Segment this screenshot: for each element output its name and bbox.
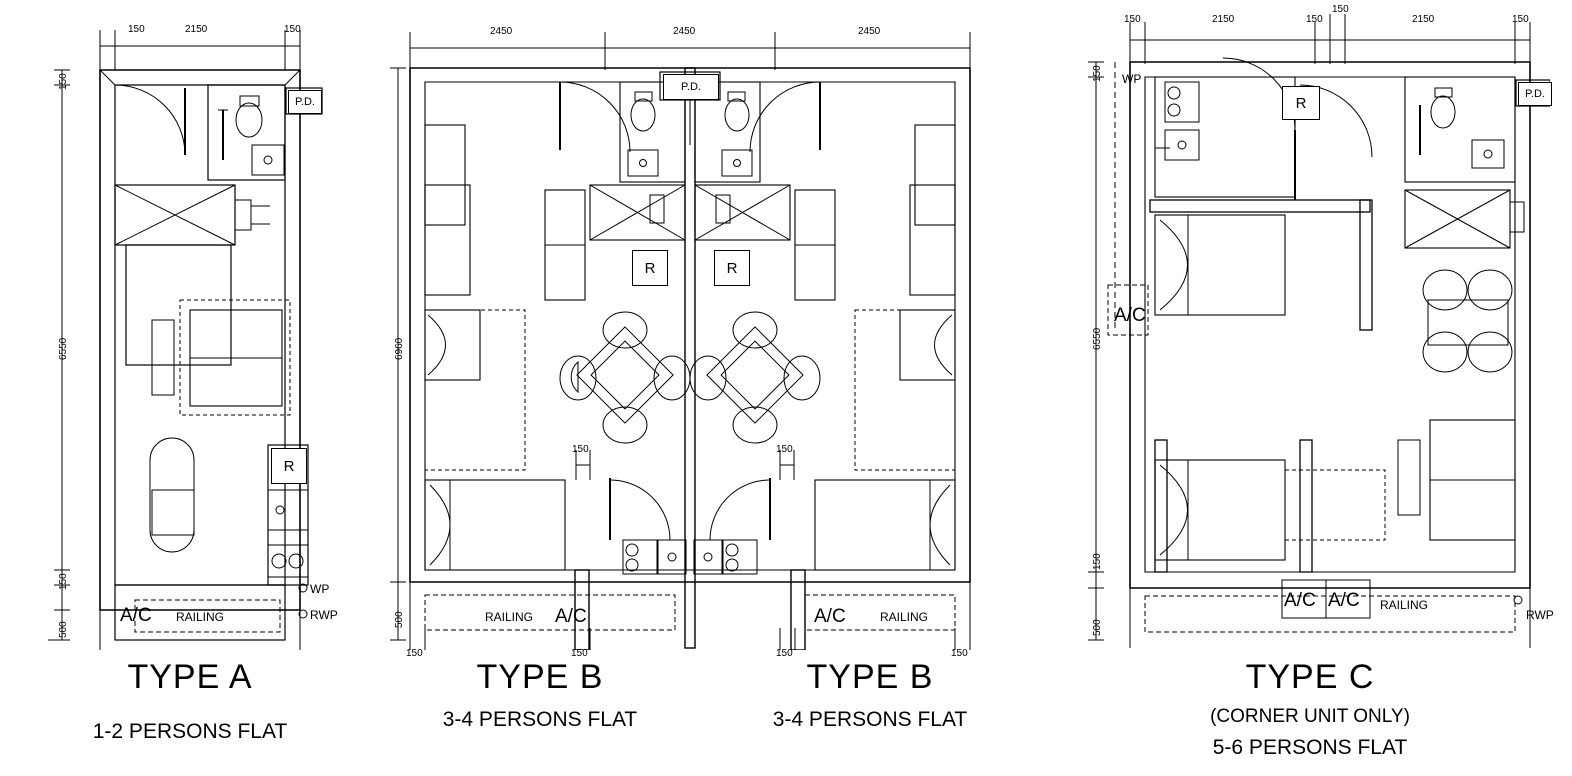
dim-a-top-3: 150 [284,24,301,35]
dim-c-top-3: 150 [1306,14,1323,25]
dim-c-left-1: 150 [1092,65,1103,82]
dim-b-bottom-4: 150 [951,648,968,659]
dim-b-top-2: 2450 [673,26,696,37]
subtitle-type-b-right: 3-4 PERSONS FLAT [772,708,968,731]
wp-label-c: WP [1122,72,1142,86]
type-b-drawing [380,10,1000,650]
ac-label-c-left: A/C [1114,305,1146,326]
dim-b-bottom-3: 150 [776,648,793,659]
title-type-a: TYPE A [127,658,253,696]
title-type-b-right: TYPE B [806,658,934,696]
dim-b-inner-2: 150 [776,444,793,455]
dim-b-top-1: 2450 [490,26,513,37]
dim-a-top-2: 2150 [185,24,208,35]
plan-type-a [40,10,340,650]
title-type-b-left: TYPE B [476,658,604,696]
ac-label-a: A/C [120,605,152,626]
fridge-label-b-right: R [714,250,750,286]
subtitle-type-a: 1-2 PERSONS FLAT [92,720,288,743]
railing-label-b-right: RAILING [880,610,929,624]
fridge-label-a: R [271,448,307,484]
ac-label-b-left: A/C [555,606,587,627]
wp-label-a: WP [310,582,330,596]
dim-a-left-1: 150 [58,73,69,90]
dim-b-bottom-1: 150 [406,648,423,659]
fridge-label-b-left: R [632,250,668,286]
dim-b-inner-1: 150 [572,444,589,455]
dim-a-left-2: 6550 [58,337,69,360]
dim-b-left-1: 6960 [394,337,405,360]
dim-c-top-6: 150 [1512,14,1529,25]
pd-label-c: P.D. [1518,82,1552,106]
dim-b-top-3: 2450 [858,26,881,37]
railing-label-c: RAILING [1380,598,1429,612]
dim-c-top-4: 150 [1332,4,1349,15]
pd-label-b: P.D. [663,74,719,100]
dim-c-top-5: 2150 [1412,14,1435,25]
dim-a-left-3: 150 [58,573,69,590]
dim-b-bottom-2: 150 [571,648,588,659]
ac-label-c-2: A/C [1328,590,1360,611]
plan-type-c [1060,0,1554,650]
dim-c-top-1: 150 [1124,14,1141,25]
ac-label-b-right: A/C [814,606,846,627]
dim-a-left-4: 500 [58,621,69,638]
dim-b-left-2: 500 [394,611,405,628]
railing-label-a: RAILING [176,610,225,624]
dim-c-top-2: 2150 [1212,14,1235,25]
dim-c-left-4: 500 [1092,619,1103,636]
rwp-label-c: RWP [1526,608,1554,622]
fridge-label-c: R [1282,86,1320,120]
dim-c-left-3: 150 [1092,553,1103,570]
dim-a-top-1: 150 [128,24,145,35]
subtitle2-type-c: 5-6 PERSONS FLAT [1212,736,1408,759]
title-type-c: TYPE C [1245,658,1375,696]
ac-label-c-1: A/C [1284,590,1316,611]
subtitle-type-b-left: 3-4 PERSONS FLAT [442,708,638,731]
subtitle-type-c: (CORNER UNIT ONLY) [1210,706,1410,727]
railing-label-b-left: RAILING [485,610,534,624]
dim-c-left-2: 6550 [1092,327,1103,350]
plan-type-b [380,10,1000,659]
pd-label-a: P.D. [288,90,322,114]
rwp-label-a: RWP [310,608,338,622]
